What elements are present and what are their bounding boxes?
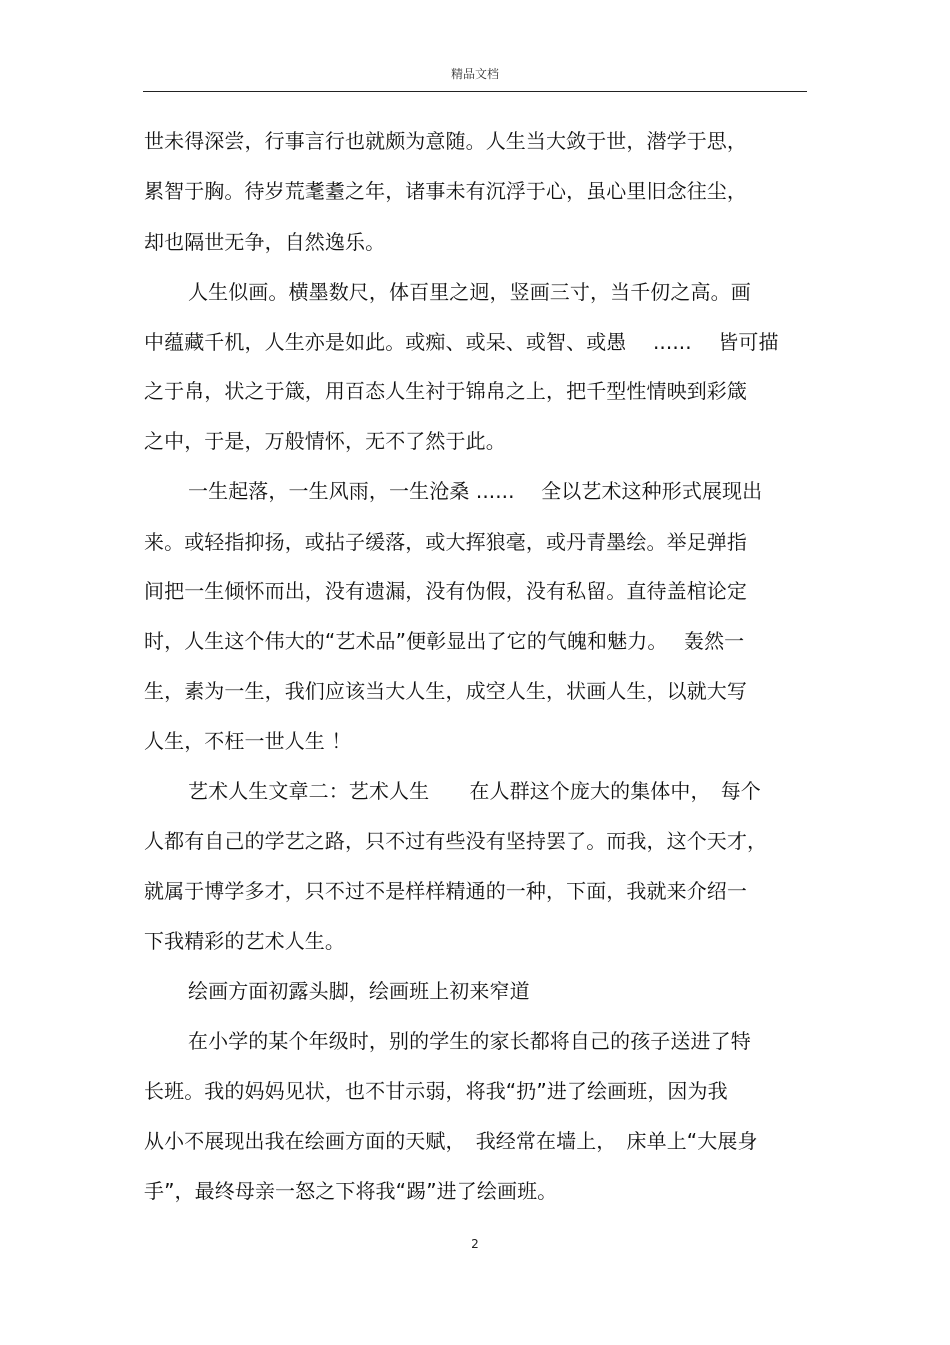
text-line: 间把一生倾怀而出，没有遗漏，没有伪假，没有私留。直待盖棺论定 [144, 579, 747, 603]
text-line: 生，素为一生，我们应该当大人生，成空人生，状画人生，以就大写 [144, 679, 747, 703]
header-title: 精品文档 [450, 67, 499, 81]
text-line: 人都有自己的学艺之路，只不过有些没有坚持罢了。而我，这个天才， [144, 829, 768, 853]
header-rule [143, 91, 807, 92]
text-line: 累智于胸。待岁荒耄耋之年，诸事未有沉浮于心，虽心里旧念往尘， [144, 179, 747, 203]
paragraph-first-line: 在小学的某个年级时，别的学生的家长都将自己的孩子送进了特 [188, 1029, 751, 1053]
text-line: 世未得深尝，行事言行也就颇为意随。人生当大敛于世，潜学于思， [144, 129, 747, 153]
text-line: 手”，最终母亲一怒之下将我“踢”进了绘画班。 [144, 1179, 558, 1203]
text-line: 就属于博学多才，只不过不是样样精通的一种，下面，我就来介绍一 [144, 879, 747, 903]
text-line: 下我精彩的艺术人生。 [144, 929, 345, 953]
paragraph-first-line: 艺术人生文章二：艺术人生 在人群这个庞大的集体中， 每个 [188, 779, 761, 803]
text-line: 时，人生这个伟大的“艺术品”便彰显出了它的气魄和魅力。 轰然一 [144, 629, 745, 653]
paragraph-first-line: 人生似画。横墨数尺，体百里之迥，竖画三寸，当千仞之高。画 [188, 280, 751, 304]
text-line: 人生，不枉一世人生 ！ [144, 729, 352, 753]
text-line: 之中，于是，万般情怀，无不了然于此。 [144, 429, 506, 453]
paragraph-first-line: 一生起落，一生风雨，一生沧桑 ...... 全以艺术这种形式展现出 [188, 479, 763, 503]
text-line: 从小不展现出我在绘画方面的天赋， 我经常在墙上， 床单上“大展身 [144, 1129, 758, 1153]
text-line: 中蕴藏千机，人生亦是如此。或痴、或呆、或智、或愚 ...... 皆可描 [144, 330, 779, 354]
section-heading: 绘画方面初露头脚，绘画班上初来窄道 [188, 979, 530, 1003]
page-number: 2 [471, 1237, 479, 1251]
text-line: 之于帛，状之于箴，用百态人生衬于锦帛之上，把千型性情映到彩箴 [144, 379, 747, 403]
text-line: 来。或轻指抑扬，或拈子缓落，或大挥狼毫，或丹青墨绘。举足弹指 [144, 530, 747, 554]
text-line: 长班。我的妈妈见状，也不甘示弱，将我“扔”进了绘画班，因为我 [144, 1079, 728, 1103]
text-line: 却也隔世无争，自然逸乐。 [144, 230, 386, 254]
